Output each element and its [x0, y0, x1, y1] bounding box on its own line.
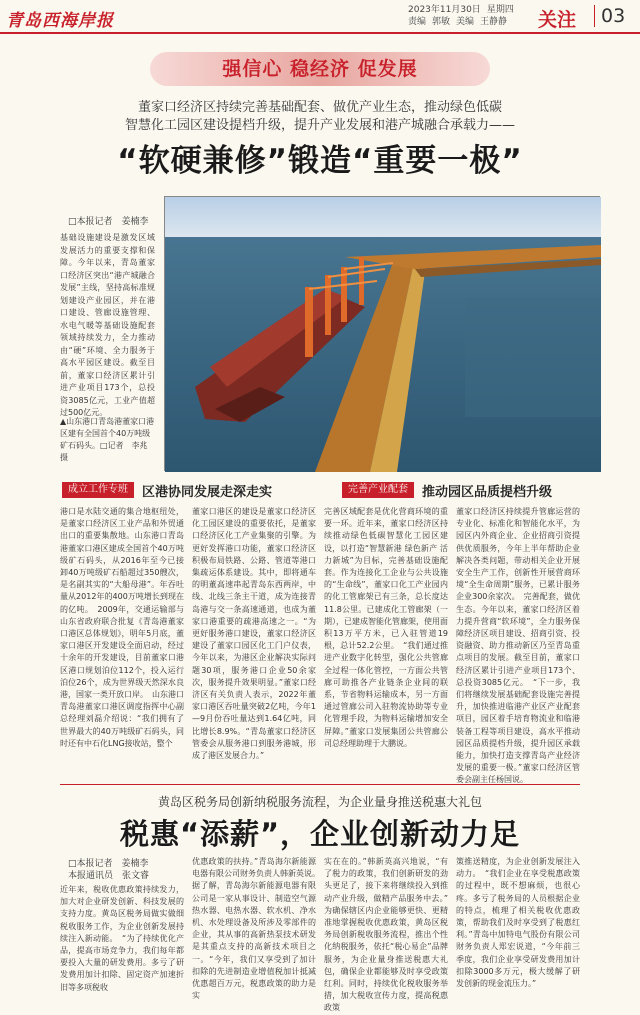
second-story-byline-1: □本报记者 姜楠李	[68, 859, 149, 869]
newspaper-logo: 青岛西海岸报	[6, 11, 114, 31]
second-article-column-3: 实在在的。”韩新英高兴地说，“有了税力的政策，我们创新研发的劲头更足了，接下来将继续投入到推动产业升级，做精产品服务中去。” 为确保辖区内企业能够更快、更精准地掌握税收优惠政策，黄岛区税务局创新税收服务流程，推出个性化纳税服务，依托“税心易企”品牌服务，为企业量身推送税惠大礼包，确保企业都能够及时享受政策红利。同时，持续优化税收服务举措，加大税收宣传力度，提高税惠政策	[324, 857, 456, 1013]
section-tag-b	[342, 480, 552, 500]
second-story-kicker: 黄岛区税务局创新纳税服务流程，为企业量身推送税惠大礼包	[157, 795, 482, 809]
second-article-column-2: 优惠政策的扶持。”青岛海尔新能源电器有限公司财务负责人韩新英说。 据了解，青岛海尔新能源电器有限公司是一家从事设计、制造空气源热水器、电热水器、软水机、净水机、水处理设备及所涉及零部件的企业，其从事的高新热泵技术研发是其重点支持的高新技术项目之一。“今年，我们又享受到了加计扣除的先进制造业增值税加计抵减优惠超百万元，税惠政策的助力是实	[192, 857, 324, 1001]
issue-date: 2023年11月30日	[408, 5, 481, 15]
article-column-4: 董家口经济区持续提升管廊运营的专业化、标准化和智能化水平，为园区内外商企业、企业招商引资提供优质服务，今年上半年帮助企业解决各类问题，带动相关企业开展安全生产工作，创新性开展营商环境“全生命周期”服务，已累计服务企业300余家次。 完善配套，做优生态。今年以来，董家口经济区着力提升营商“软环境”，全力服务保障经济区项目建设、招商引资、投资融资、助力推动新区乃至青岛重点项目的发展。截至目前，董家口经济区累计引进产业项目173个、总投资3085亿元。 “下一步，我们将继续发展基础配套设施完善提升，加快推进临港产业区产业配套项目，园区着手培育物流业和临港装备工程等项目建设，高水平推动园区品质提档升级，提升园区承载能力，加快打造支撑青岛产业经济发展的重要一极。”董家口经济区管委会副主任杨国说。	[456, 507, 580, 785]
section-tag-a	[62, 480, 272, 500]
theme-banner	[150, 52, 490, 86]
section-tag-b-title: 推动园区品质提档升级	[422, 484, 553, 500]
second-story-headline: 税惠“添薪”，企业创新动力足	[119, 817, 521, 851]
section-tag-b-label: 完善产业配套	[342, 482, 414, 498]
subhead-line-2: 智慧化工园区建设提档升级，提升产业发展和港产城融合承载力——	[124, 118, 515, 133]
masthead	[0, 0, 640, 34]
editor-name: 郭敏	[432, 17, 451, 27]
subhead-line-1: 董家口经济区持续完善基础配套、做优产业生态，推动绿色低碳	[137, 100, 502, 115]
second-article-column-4: 策推送精度，为企业创新发展注入动力。 “我们企业在享受税惠政策的过程中，既不想麻烦，也很心疼。多亏了税务局的人员根据企业的特点，梳理了相关税收优惠政策，帮助我们及时享受到了税惠红利。”青岛中加特电气股份有限公司财务负责人郑宏说道，“今年前三季度，我们企业享受研发费用加计扣除3000多万元，极大缓解了研发创新的现金流压力。”	[456, 857, 580, 989]
main-headline: “软硬兼修”锻造“重要一极”	[117, 143, 523, 179]
page-number: 03	[594, 5, 625, 27]
art-editor-label: 美编	[456, 17, 475, 27]
theme-banner-text: 强信心 稳经济 促发展	[222, 58, 418, 80]
art-editor-name: 王静静	[480, 17, 508, 27]
editor-label: 责编	[408, 17, 427, 27]
top-story-lead: 基础设施建设是激发区域发展活力的重要支撑和保障。今年以来，青岛董家口经济区突出“港产城融合发展”主线，坚持高标准规划建设产业园区，并在港口建设、管廊设施管理、水电气暖等基础设施配套领域持续发力，全力推动由“硬”环境、全力服务于高水平园区建设。截至目前，董家口经济区累计引进产业项目173个，总投资3085亿元，工业产值超过500亿元。	[60, 233, 155, 417]
article-column-2: 董家口港区的建设是董家口经济区化工园区建设的重要依托，是董家口经济区化工产业集聚的引擎。为更好发挥港口功能，董家口经济区积极布局铁路、公路、管道等港口集疏运体系建设。其中，即将通车的明董高速串起青岛东西两岸，中线、北线三条主干道，成为连接青岛港与交一条高速通道，也成为董家口港重要的疏港高速之一。“为更好服务港口建设，董家口经济区建设了董家口园区化工门户仪表，今年以来，为港区企业解决实际问题30项，服务港口企业50余家次，服务提升效果明显。”董家口经济区有关负责人表示，2022年董家口港区吞吐量突破2亿吨，今年1—9月份吞吐量达到1.64亿吨，同比增长8.9%。“青岛董家口经济区管委会从服务港口到服务港城，形成了港区发展合力。”	[192, 507, 316, 761]
section-tag-a-label: 成立工作专班	[62, 482, 134, 498]
dateline	[408, 4, 514, 28]
section-tag-a-title: 区港协同发展走深走实	[142, 484, 273, 500]
port-photo	[164, 196, 600, 471]
second-story-byline-2: 本报通讯员 张文睿	[68, 871, 150, 881]
article-column-3: 完善区域配套是优化营商环境的重要一环。近年来，董家口经济区持续推动绿色低碳智慧化工园区建设，以打造“智慧新港 绿色新产 活力新城”为目标，完善基础设施配套。作为连接化工企业与公共设施的“生命线”，董家口化工产业园内的化工管廊架已有三条，总长度达11.8公里。已建成化工管廊架（一期），已建成智能化管廊架，使用面积13万平方米，已入驻管道19根，总计52.2公里。 “我们通过推进产业数字化转型，强化公共管廊全过程一体化管控，一方面公共管廊可助推各产业链条企业间的联系，节省物料运输成本，另一方面通过管廊公司入驻物流协助等专业化管理手段，为物料运输增加安全屏障。”董家口发展集团公共管廊公司总经理助理于大鹏说。	[324, 507, 448, 748]
port-photo-illustration	[165, 197, 601, 472]
story-divider	[60, 784, 580, 785]
article-column-1: 港口是水陆交通的集合地枢纽处，是董家口经济区工业产品和外贸通出口的重要集散地。山东港口青岛港董家口港区建成全国首个40万吨级矿石码头，从2016年至今已接卸40万吨级矿石船超过350艘次，是名副其实的“大船母港”。年吞吐量从2012年的400万吨增长到现在的亿吨。 2009年，交通运输部与山东省政府联合批复《青岛港董家口港区总体规划》，明年5月底，董家口港区开发建设全面启动，经过十余年的开发建设，目前董家口港区港口规划泊位112个，投入运行泊位26个，成为世界级天然深水良港，国家一类开放口岸。 山东港口青岛港董家口港区调度指挥中心副总经理刘磊介绍说：“我们拥有了世界最大的40万吨级矿石码头，同时还有中石化LNG接收站，整个	[60, 507, 184, 748]
photo-caption: ▲山东港口青岛港董家口港区建有全国首个40万吨级矿石码头。□记者 李兆 摄	[60, 417, 156, 462]
top-story-byline: □本报记者 姜楠李	[68, 217, 149, 227]
second-article-column-1: 近年来，税收优惠政策持续发力，加大对企业研发创新、科技发展的支持力度。黄岛区税务局做实做细税收服务工作，为企业创新发展持续注入新动能。 “为了持续优化产品，提高市场竞争力，我们每年都要投入大量的研发费用。多亏了研发费用加计扣除、固定资产加速折旧等多项税收	[60, 885, 184, 992]
issue-weekday: 星期四	[486, 5, 514, 15]
section-title: 关注	[538, 9, 577, 31]
